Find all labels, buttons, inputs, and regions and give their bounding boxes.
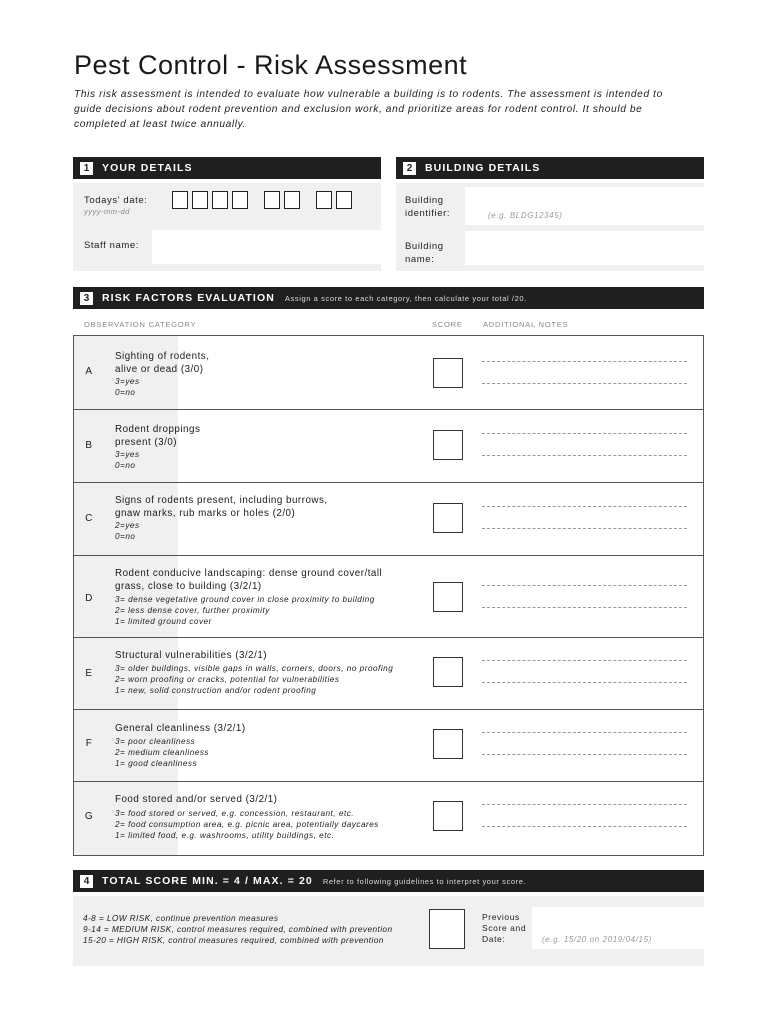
label-line: name:: [405, 254, 435, 265]
row-option: 1= limited food, e.g. washrooms, utility buildings, etc.: [115, 831, 335, 840]
date-month-digit-1[interactable]: [264, 191, 280, 209]
score-box[interactable]: [433, 430, 463, 460]
row-letter: G: [84, 811, 94, 822]
row-option: 2= worn proofing or cracks, potential for vulnerabilities: [115, 675, 340, 684]
notes-line[interactable]: [482, 682, 687, 683]
row-option: 3=yes: [115, 450, 140, 459]
row-options: [115, 808, 379, 841]
date-year-digit-4[interactable]: [232, 191, 248, 209]
row-option: 2=yes: [115, 521, 140, 530]
section-number: 1: [80, 162, 93, 175]
row-option: 3= food stored or served, e.g. concession, restaurant, etc.: [115, 809, 355, 818]
label-line: Previous: [482, 912, 520, 922]
row-title: [115, 494, 328, 520]
row-letter: C: [85, 513, 93, 524]
row-title-line: Signs of rodents present, including burrows,: [115, 495, 328, 506]
building-name-field[interactable]: [465, 231, 704, 265]
row-option: 3= poor cleanliness: [115, 737, 196, 746]
date-month-digit-2[interactable]: [284, 191, 300, 209]
row-title: [115, 793, 277, 806]
table-row: [74, 782, 703, 855]
intro-text: This risk assessment is intended to evaluate how vulnerable a building is to rodents. The assessment is intended to guide decisions about rodent prevention and exclusion work, and prioritize areas for rodent control. It should be completed at least twice annually.: [74, 89, 663, 130]
notes-line[interactable]: [482, 732, 687, 733]
date-year-digit-3[interactable]: [212, 191, 228, 209]
total-score-box[interactable]: [429, 909, 465, 949]
staff-name-label: Staff name:: [84, 240, 140, 251]
notes-line[interactable]: [482, 433, 687, 434]
row-letter: B: [85, 440, 93, 451]
row-title: [115, 649, 267, 662]
section-title: BUILDING DETAILS: [425, 162, 541, 174]
row-options: [115, 663, 393, 696]
section-1-header: [73, 157, 381, 179]
row-option: 0=no: [115, 388, 136, 397]
section-title: RISK FACTORS EVALUATION: [102, 292, 275, 304]
section-3-header: [73, 287, 704, 309]
score-box[interactable]: [433, 503, 463, 533]
score-box[interactable]: [433, 801, 463, 831]
section-number: 4: [80, 875, 93, 888]
row-title-line: present (3/0): [115, 437, 178, 448]
row-options: [115, 594, 375, 627]
table-row: [74, 556, 703, 638]
section-number: 2: [403, 162, 416, 175]
label-line: identifier:: [405, 208, 451, 219]
table-row: [74, 638, 703, 710]
row-option: 2= food consumption area, e.g. picnic area, potentially daycares: [115, 820, 379, 829]
section-2-header: [396, 157, 704, 179]
legend-low-risk: 4-8 = LOW RISK, continue prevention measures: [83, 913, 279, 923]
notes-line[interactable]: [482, 804, 687, 805]
notes-line[interactable]: [482, 383, 687, 384]
notes-line[interactable]: [482, 361, 687, 362]
column-header-category: OBSERVATION CATEGORY: [84, 320, 197, 329]
label-line: Date:: [482, 934, 506, 944]
building-identifier-placeholder: (e.g. BLDG12345): [488, 211, 563, 220]
section-hint: Assign a score to each category, then calculate your total /20.: [284, 293, 527, 303]
risk-factors-table: [73, 335, 704, 856]
notes-line[interactable]: [482, 585, 687, 586]
date-format-hint: yyyy-mm-dd: [84, 207, 130, 216]
section-number: 3: [80, 292, 93, 305]
row-option: 1= new, solid construction and/or rodent proofing: [115, 686, 317, 695]
row-title: [115, 350, 209, 376]
row-letter: D: [85, 593, 93, 604]
score-box[interactable]: [433, 582, 463, 612]
table-row: [74, 410, 703, 483]
row-option: 3= older buildings, visible gaps in walls, corners, doors, no proofing: [115, 664, 394, 673]
row-option: 2= less dense cover, further proximity: [115, 606, 270, 615]
row-option: 0=no: [115, 532, 136, 541]
row-letter: F: [85, 738, 93, 749]
row-title: [115, 722, 246, 735]
table-row: [74, 336, 703, 410]
row-title: [115, 423, 200, 449]
row-title-line: General cleanliness (3/2/1): [115, 723, 246, 734]
row-title-line: Structural vulnerabilities (3/2/1): [115, 650, 268, 661]
row-title-line: Food stored and/or served (3/2/1): [115, 794, 278, 805]
staff-name-field[interactable]: [152, 230, 381, 264]
previous-score-placeholder: (e.g. 15/20 on 2019/04/15): [542, 935, 652, 944]
notes-line[interactable]: [482, 455, 687, 456]
row-title: [115, 567, 382, 593]
row-option: 3=yes: [115, 377, 140, 386]
building-name-label: [405, 240, 444, 266]
date-year-digit-1[interactable]: [172, 191, 188, 209]
building-identifier-label: [405, 194, 450, 220]
notes-line[interactable]: [482, 528, 687, 529]
page-title: Pest Control - Risk Assessment: [74, 50, 468, 80]
risk-legend: [83, 913, 392, 946]
score-box[interactable]: [433, 358, 463, 388]
row-options: [115, 520, 140, 542]
table-row: [74, 483, 703, 556]
row-title-line: alive or dead (3/0): [115, 364, 204, 375]
notes-line[interactable]: [482, 506, 687, 507]
label-line: Building: [405, 241, 444, 252]
row-options: [115, 736, 209, 769]
row-title-line: Rodent conducive landscaping: dense ground cover/tall: [115, 568, 383, 579]
legend-high-risk: 15-20 = HIGH RISK, control measures required, combined with prevention: [83, 935, 384, 945]
row-options: [115, 449, 140, 471]
date-label: Todays' date:: [84, 195, 148, 206]
score-box[interactable]: [433, 657, 463, 687]
column-header-notes: ADDITIONAL NOTES: [483, 320, 569, 329]
notes-line[interactable]: [482, 826, 687, 827]
label-line: Building: [405, 195, 444, 206]
row-title-line: Sighting of rodents,: [115, 351, 210, 362]
date-day-digit-2[interactable]: [336, 191, 352, 209]
date-day-digit-1[interactable]: [316, 191, 332, 209]
row-option: 3= dense vegetative ground cover in close proximity to building: [115, 595, 375, 604]
row-options: [115, 376, 140, 398]
notes-line[interactable]: [482, 660, 687, 661]
row-title-line: grass, close to building (3/2/1): [115, 581, 262, 592]
date-year-digit-2[interactable]: [192, 191, 208, 209]
column-header-score: SCORE: [432, 320, 463, 329]
row-option: 0=no: [115, 461, 136, 470]
section-hint: Refer to following guidelines to interpret your score.: [322, 876, 527, 886]
section-title: TOTAL SCORE MIN. = 4 / MAX. = 20: [102, 875, 313, 887]
row-option: 2= medium cleanliness: [115, 748, 210, 757]
section-4-header: [73, 870, 704, 892]
row-option: 1= good cleanliness: [115, 759, 198, 768]
row-title-line: Rodent droppings: [115, 424, 201, 435]
notes-line[interactable]: [482, 754, 687, 755]
row-letter: A: [85, 366, 93, 377]
row-option: 1= limited ground cover: [115, 617, 212, 626]
score-box[interactable]: [433, 729, 463, 759]
row-title-line: gnaw marks, rub marks or holes (2/0): [115, 508, 296, 519]
row-letter: E: [85, 668, 93, 679]
legend-medium-risk: 9-14 = MEDIUM RISK, control measures required, combined with prevention: [83, 924, 393, 934]
label-line: Score and: [482, 923, 527, 933]
section-title: YOUR DETAILS: [102, 162, 193, 174]
table-row: [74, 710, 703, 782]
previous-score-label: [482, 912, 526, 945]
notes-line[interactable]: [482, 607, 687, 608]
